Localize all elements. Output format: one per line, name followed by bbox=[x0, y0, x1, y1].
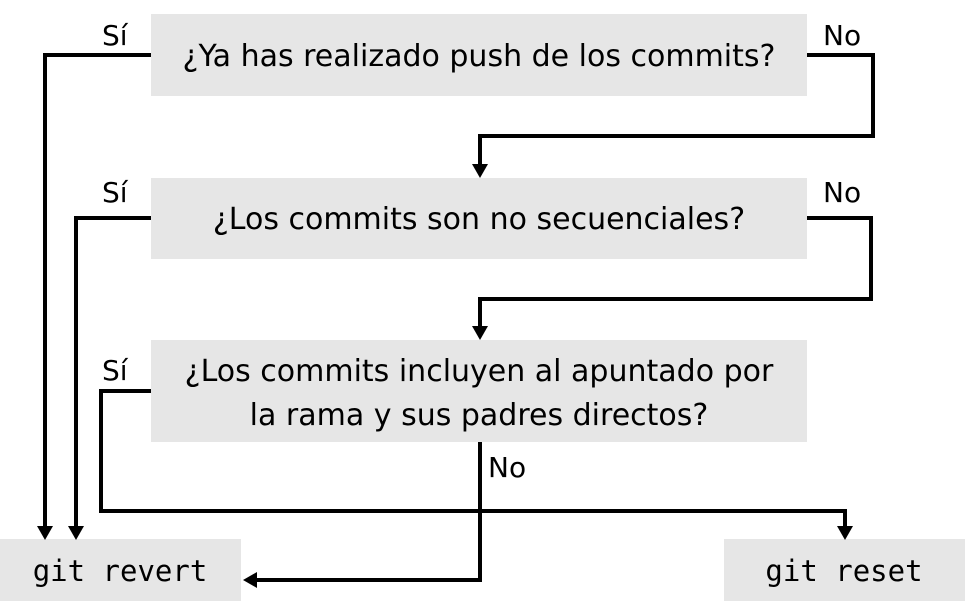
arrowhead-q1-no bbox=[472, 164, 488, 178]
label-q1-yes: Sí bbox=[102, 19, 128, 52]
question-branch-tip-line2: la rama y sus padres directos? bbox=[249, 398, 709, 433]
arrowhead-q2-yes bbox=[68, 526, 84, 540]
arrowhead-q1-yes bbox=[37, 526, 53, 540]
arrowhead-q3-yes bbox=[837, 526, 853, 540]
question-branch-tip-line1: ¿Los commits incluyen al apuntado por bbox=[184, 354, 774, 389]
label-q3-yes: Sí bbox=[102, 354, 128, 387]
outcome-git-reset: git reset bbox=[765, 554, 923, 588]
label-q2-yes: Sí bbox=[102, 176, 128, 209]
connector-q1-yes bbox=[45, 55, 151, 528]
label-q2-no: No bbox=[823, 176, 862, 209]
arrowhead-q3-no bbox=[243, 572, 257, 588]
question-pushed: ¿Ya has realizado push de los commits? bbox=[182, 39, 776, 74]
arrowhead-q2-no bbox=[472, 326, 488, 340]
label-q3-no: No bbox=[488, 451, 527, 484]
label-q1-no: No bbox=[823, 19, 862, 52]
outcome-git-revert: git revert bbox=[32, 554, 208, 588]
question-non-sequential: ¿Los commits son no secuenciales? bbox=[212, 202, 746, 237]
